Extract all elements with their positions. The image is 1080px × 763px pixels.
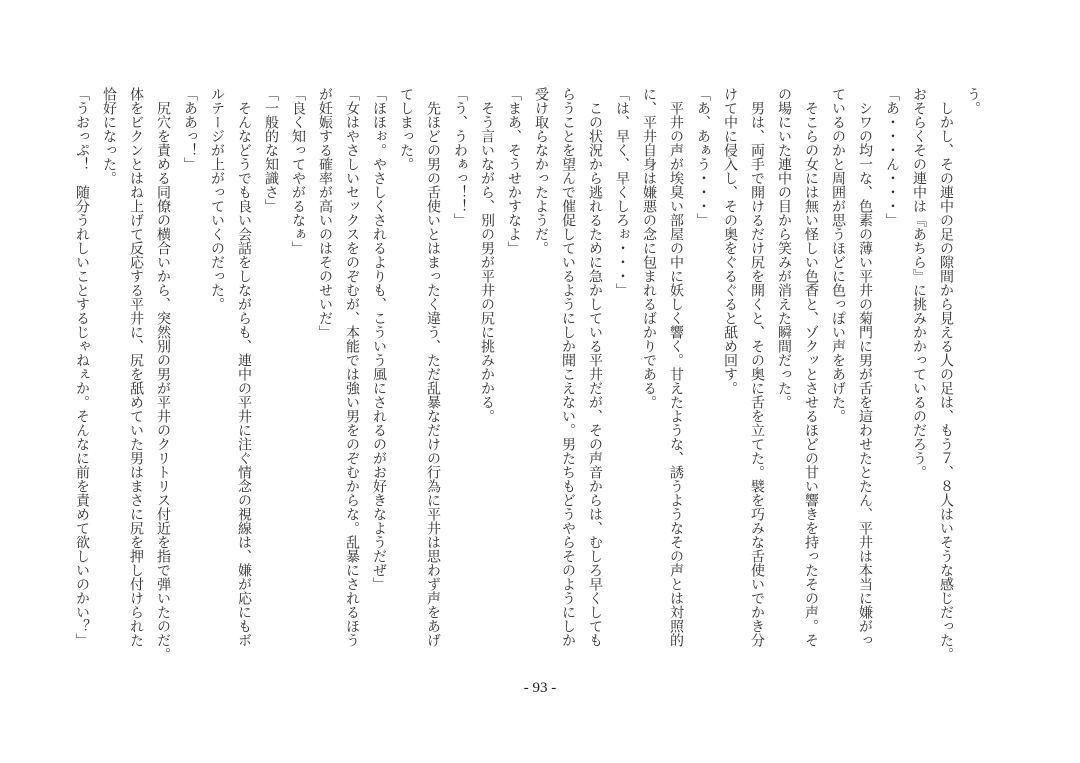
text-column: しかし、その連中の足の隙間から見える人の足は、もう７、８人はいそうな感じだった。 (938, 87, 953, 661)
text-column: う。 (965, 87, 980, 115)
text-column: に、平井自身は嫌悪の念に包まれるばかりである。 (641, 87, 656, 409)
text-column: 「うおっぷ！ 随分うれしいことするじゃねぇか。そんなに前を責めて欲しいのかい？」 (74, 87, 89, 647)
text-column: 「あ、あぁう・・・」 (695, 87, 710, 227)
text-column: 先ほどの男の舌使いとはまったく違う、ただ乱暴なだけの行為に平井は思わず声をあげ (425, 87, 440, 647)
text-column: の場にいた連中の目から笑みが消えた瞬間だった。 (776, 87, 791, 409)
text-column: 尻穴を責める同僚の横合いから、突然別の男が平井のクリトリス付近を指で弾いたのだ。 (155, 87, 170, 661)
text-column: 平井の声が埃臭い部屋の中に妖しく響く。甘えたような、誘うようなその声とは対照的 (668, 87, 683, 647)
text-column: 男は、両手で開けるだけ尻を開くと、その奥に舌を立てた。襞を巧みな舌使いでかき分 (749, 87, 764, 647)
text-column: 「良く知ってやがるなぁ」 (290, 87, 305, 255)
text-column: 「は、早く、早くしろぉ・・・」 (614, 87, 629, 297)
text-column: この状況から逃れるために急かしている平井だが、その声音からは、むしろ早くしても (587, 87, 602, 647)
text-column: 「う、うわぁっ！！」 (452, 87, 467, 227)
text-column: そんなどうでも良い会話をしながらも、連中の平井に注ぐ情念の視線は、嫌が応にもボ (236, 87, 251, 647)
page-number: - 93 - (523, 680, 557, 696)
text-column: 「あ・・・ん・・・」 (884, 87, 899, 227)
text-column: おそらくその連中は『あちら』に挑みかかっているのだろう。 (911, 87, 926, 479)
text-column: シワの均一な、色素の薄い平井の菊門に男が舌を這わせたとたん、平井は本当に嫌がっ (857, 87, 872, 647)
text-column: 「ほほぉ。やさしくされるよりも、こういう風にされるのがお好きなようだぜ」 (371, 87, 386, 591)
text-column: ルテージが上がっていくのだった。 (209, 87, 224, 311)
text-column: 「女はやさしいセックスをのぞむが、本能では強い男をのぞむからな。乱暴にされるほう (344, 87, 359, 647)
text-column: てしまった。 (398, 87, 413, 171)
text-column: そう言いながら、別の男が平井の尻に挑みかかる。 (479, 87, 494, 423)
text-column: ているのかと周囲が思うほどに色っぽい声をあげた。 (830, 87, 845, 423)
text-column: 「一般的な知識さ」 (263, 87, 278, 213)
text-column: そこらの女には無い怪しい色香と、ゾクッとさせるほどの甘い響きを持ったその声。そ (803, 87, 818, 647)
text-column: 「ああっ！」 (182, 87, 197, 171)
text-column: らうことを望んで催促しているようにしか聞こえない。男たちもどうやらそのようにしか (560, 87, 575, 647)
text-column: 受け取らなかったようだ。 (533, 87, 548, 255)
text-column: けて中に侵入し、その奥をぐるぐると舐め回す。 (722, 87, 737, 395)
text-column: 恰好になった。 (101, 87, 116, 185)
text-column: 「まあ、そうせかすなよ」 (506, 87, 521, 255)
vertical-text-block (68, 87, 986, 671)
text-column: が妊娠する確率が高いのはそのせいだ」 (317, 87, 332, 339)
text-column: 体をビクンとはね上げて反応する平井に、尻を舐めていた男はまさに尻を押し付けられた (128, 87, 143, 647)
